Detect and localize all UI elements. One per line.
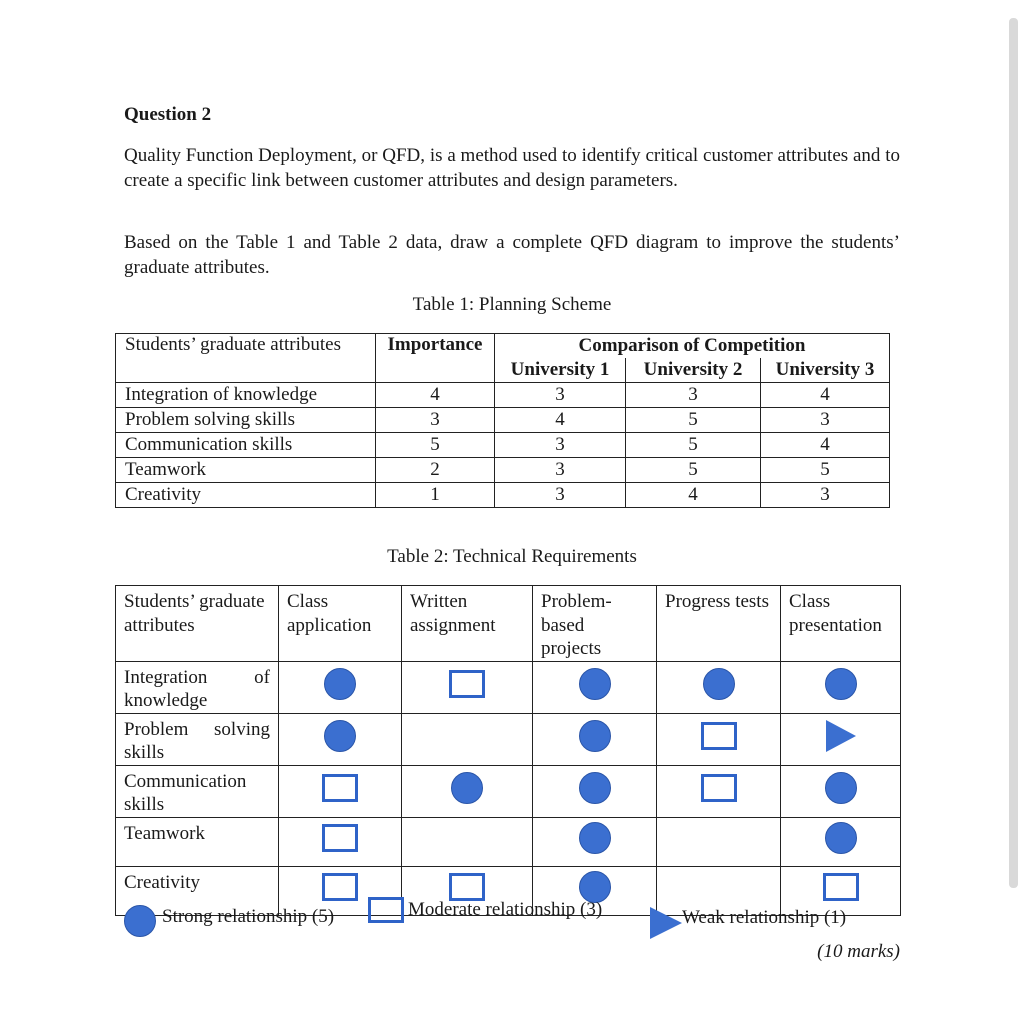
legend-weak-label: Weak relationship (1) [682,907,847,928]
relationship-cell [279,713,402,765]
relationship-cell [781,661,901,713]
table1-caption: Table 1: Planning Scheme [412,294,612,315]
relationship-cell [657,817,781,866]
header-problem-based-projects: Problem-based projects [533,586,657,662]
technical-requirements-table [115,585,901,916]
strong-circle-icon [825,668,857,700]
strong-circle-icon [703,668,735,700]
marks-label: (10 marks) [817,941,900,962]
importance-cell: 4 [376,383,495,408]
importance-cell: 1 [376,483,495,508]
table2-caption: Table 2: Technical Requirements [387,546,637,567]
header-class-presentation: Class presentation [781,586,901,662]
relationship-cell [657,661,781,713]
relationship-cell [657,713,781,765]
attribute-cell: Teamwork [116,458,376,483]
table1-row [116,483,890,508]
table1-row [116,458,890,483]
legend-strong [124,897,334,937]
legend-weak [650,897,846,939]
relationship-cell [402,661,533,713]
strong-circle-icon [579,668,611,700]
table1-row [116,383,890,408]
header-university-1: University 1 [495,358,626,383]
university-2-cell: 4 [626,483,761,508]
relationship-cell [781,713,901,765]
moderate-square-icon [322,824,358,852]
header-progress-tests: Progress tests [657,586,781,662]
university-1-cell: 3 [495,383,626,408]
weak-triangle-icon [826,720,856,752]
university-3-cell: 4 [761,383,890,408]
university-2-cell: 5 [626,408,761,433]
university-2-cell: 5 [626,433,761,458]
attribute-cell: Integration of knowledge [116,661,279,713]
table2-row [116,765,901,817]
attribute-cell: Communication skills [116,765,279,817]
strong-circle-icon [825,822,857,854]
strong-circle-icon [579,822,611,854]
header-written-assignment: Written assignment [402,586,533,662]
legend-strong-label: Strong relationship (5) [162,906,335,927]
university-3-cell: 3 [761,408,890,433]
strong-circle-icon [124,905,156,937]
moderate-square-icon [368,897,404,923]
university-1-cell: 3 [495,433,626,458]
university-2-cell: 5 [626,458,761,483]
relationship-cell [781,817,901,866]
relationship-cell [279,765,402,817]
header-comparison: Comparison of Competition [495,334,890,359]
header-attributes: Students’ graduate attributes [116,334,376,383]
relationship-cell [402,765,533,817]
relationship-cell [533,765,657,817]
attribute-cell: Creativity [116,866,279,915]
university-1-cell: 3 [495,483,626,508]
attribute-cell: Communication skills [116,433,376,458]
moderate-square-icon [701,722,737,750]
relationship-cell [402,817,533,866]
strong-circle-icon [579,720,611,752]
strong-circle-icon [825,772,857,804]
relationship-cell [657,765,781,817]
attribute-cell: Problem solving skills [116,408,376,433]
attribute-cell: Problem solving skills [116,713,279,765]
strong-circle-icon [324,720,356,752]
university-1-cell: 4 [495,408,626,433]
importance-cell: 3 [376,408,495,433]
relationship-cell [781,765,901,817]
header-class-application: Class application [279,586,402,662]
strong-circle-icon [451,772,483,804]
importance-cell: 2 [376,458,495,483]
university-2-cell: 3 [626,383,761,408]
importance-cell: 5 [376,433,495,458]
scrollbar[interactable] [1009,18,1018,888]
legend-moderate [368,897,602,923]
relationship-cell [279,661,402,713]
table1-row [116,433,890,458]
relationship-cell [533,817,657,866]
university-3-cell: 4 [761,433,890,458]
table2-row [116,817,901,866]
header-attributes: Students’ graduate attributes [116,586,279,662]
legend-moderate-label: Moderate relationship (3) [408,899,603,920]
relationship-cell [533,661,657,713]
header-importance: Importance [376,334,495,383]
table2-row [116,661,901,713]
relationship-cell [402,713,533,765]
planning-scheme-table [115,333,890,508]
task-paragraph: Based on the Table 1 and Table 2 data, draw a complete QFD diagram to improve the students’ graduate attributes. [124,232,900,278]
header-university-2: University 2 [626,358,761,383]
table2-row [116,713,901,765]
relationship-cell [279,817,402,866]
attribute-cell: Integration of knowledge [116,383,376,408]
university-1-cell: 3 [495,458,626,483]
header-university-3: University 3 [761,358,890,383]
weak-triangle-icon [650,907,682,939]
moderate-square-icon [449,670,485,698]
moderate-square-icon [322,774,358,802]
table1-row [116,408,890,433]
legend [124,897,904,937]
university-3-cell: 5 [761,458,890,483]
attribute-cell: Teamwork [116,817,279,866]
relationship-cell [533,713,657,765]
attribute-cell: Creativity [116,483,376,508]
question-title: Question 2 [124,104,212,125]
strong-circle-icon [324,668,356,700]
strong-circle-icon [579,772,611,804]
intro-paragraph: Quality Function Deployment, or QFD, is a method used to identify critical customer attributes and to create a specific link between customer attributes and design parameters. [124,145,900,191]
university-3-cell: 3 [761,483,890,508]
moderate-square-icon [701,774,737,802]
